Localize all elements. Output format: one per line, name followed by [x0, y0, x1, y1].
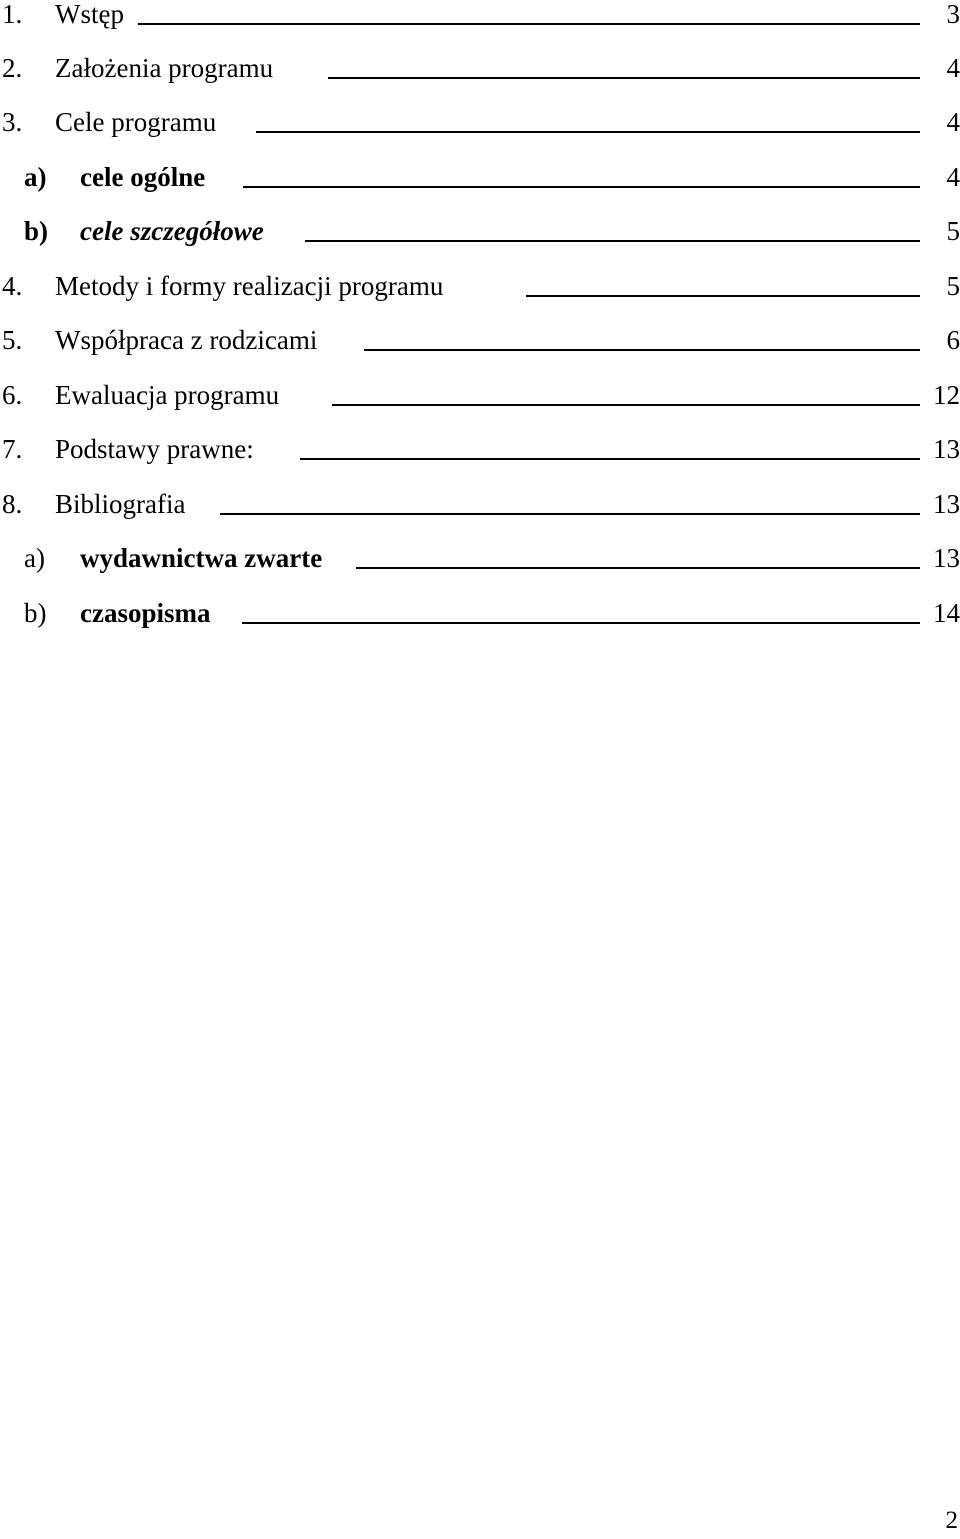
toc-entry-number: 1.: [2, 0, 23, 29]
toc-entry-page: 12: [933, 380, 960, 410]
toc-leader-line: [364, 349, 920, 351]
toc-entry-number: 2.: [2, 53, 23, 83]
toc-entry-page: 3: [946, 0, 960, 29]
toc-entry-4[interactable]: [0, 266, 960, 306]
toc-entry-2[interactable]: [0, 48, 960, 88]
toc-entry-title: Metody i formy realizacji programu: [55, 271, 444, 301]
toc-leader-line: [256, 131, 920, 133]
page-number: 2: [945, 1507, 958, 1534]
toc-entry-page: 6: [946, 325, 960, 355]
toc-entry-3a[interactable]: [0, 157, 960, 197]
toc-entry-5[interactable]: [0, 320, 960, 360]
toc-entry-title: Cele programu: [55, 107, 217, 137]
toc-entry-title: Ewaluacja programu: [55, 380, 280, 410]
toc-entry-number: 5.: [2, 325, 23, 355]
toc-entry-page: 4: [946, 162, 960, 192]
toc-leader-line: [332, 404, 920, 406]
toc-entry-page: 4: [946, 53, 960, 83]
toc-leader-line: [300, 458, 920, 460]
toc-entry-page: 13: [933, 543, 960, 573]
toc-entry-page: 13: [933, 489, 960, 519]
toc-leader-line: [526, 295, 920, 297]
toc-entry-title: cele szczegółowe: [80, 216, 264, 246]
toc-entry-number: a): [24, 162, 47, 192]
toc-entry-1[interactable]: [0, 0, 960, 34]
toc-entry-8b[interactable]: [0, 593, 960, 633]
toc-leader-line: [138, 23, 920, 25]
toc-leader-line: [356, 567, 920, 569]
toc-leader-line: [220, 513, 920, 515]
toc-entry-title: Wstęp: [55, 0, 124, 29]
toc-entry-title: Założenia programu: [55, 53, 274, 83]
toc-entry-number: 4.: [2, 271, 23, 301]
toc-entry-number: 6.: [2, 380, 23, 410]
toc-leader-line: [242, 622, 920, 624]
toc-entry-title: Współpraca z rodzicami: [55, 325, 318, 355]
toc-entry-8a[interactable]: [0, 538, 960, 578]
toc-entry-6[interactable]: [0, 375, 960, 415]
toc-entry-page: 5: [946, 271, 960, 301]
toc-leader-line: [305, 240, 920, 242]
toc-entry-page: 13: [933, 434, 960, 464]
toc-entry-page: 14: [933, 598, 960, 628]
toc-entry-number: 7.: [2, 434, 23, 464]
toc-leader-line: [328, 77, 920, 79]
toc-entry-3[interactable]: [0, 102, 960, 142]
toc-entry-number: b): [24, 216, 49, 246]
toc-entry-number: b): [24, 598, 47, 628]
toc-entry-title: cele ogólne: [80, 162, 206, 192]
toc-entry-number: 8.: [2, 489, 23, 519]
toc-entry-title: Podstawy prawne:: [55, 434, 254, 464]
toc-entry-title: Bibliografia: [55, 489, 186, 519]
toc-entry-title: czasopisma: [80, 598, 211, 628]
toc-entry-page: 4: [946, 107, 960, 137]
toc-entry-number: 3.: [2, 107, 23, 137]
toc-entry-7[interactable]: [0, 429, 960, 469]
toc-leader-line: [243, 186, 920, 188]
toc-entry-number: a): [24, 543, 45, 573]
toc-entry-8[interactable]: [0, 484, 960, 524]
toc-entry-page: 5: [946, 216, 960, 246]
toc-entry-3b[interactable]: [0, 211, 960, 251]
toc-entry-title: wydawnictwa zwarte: [80, 543, 323, 573]
